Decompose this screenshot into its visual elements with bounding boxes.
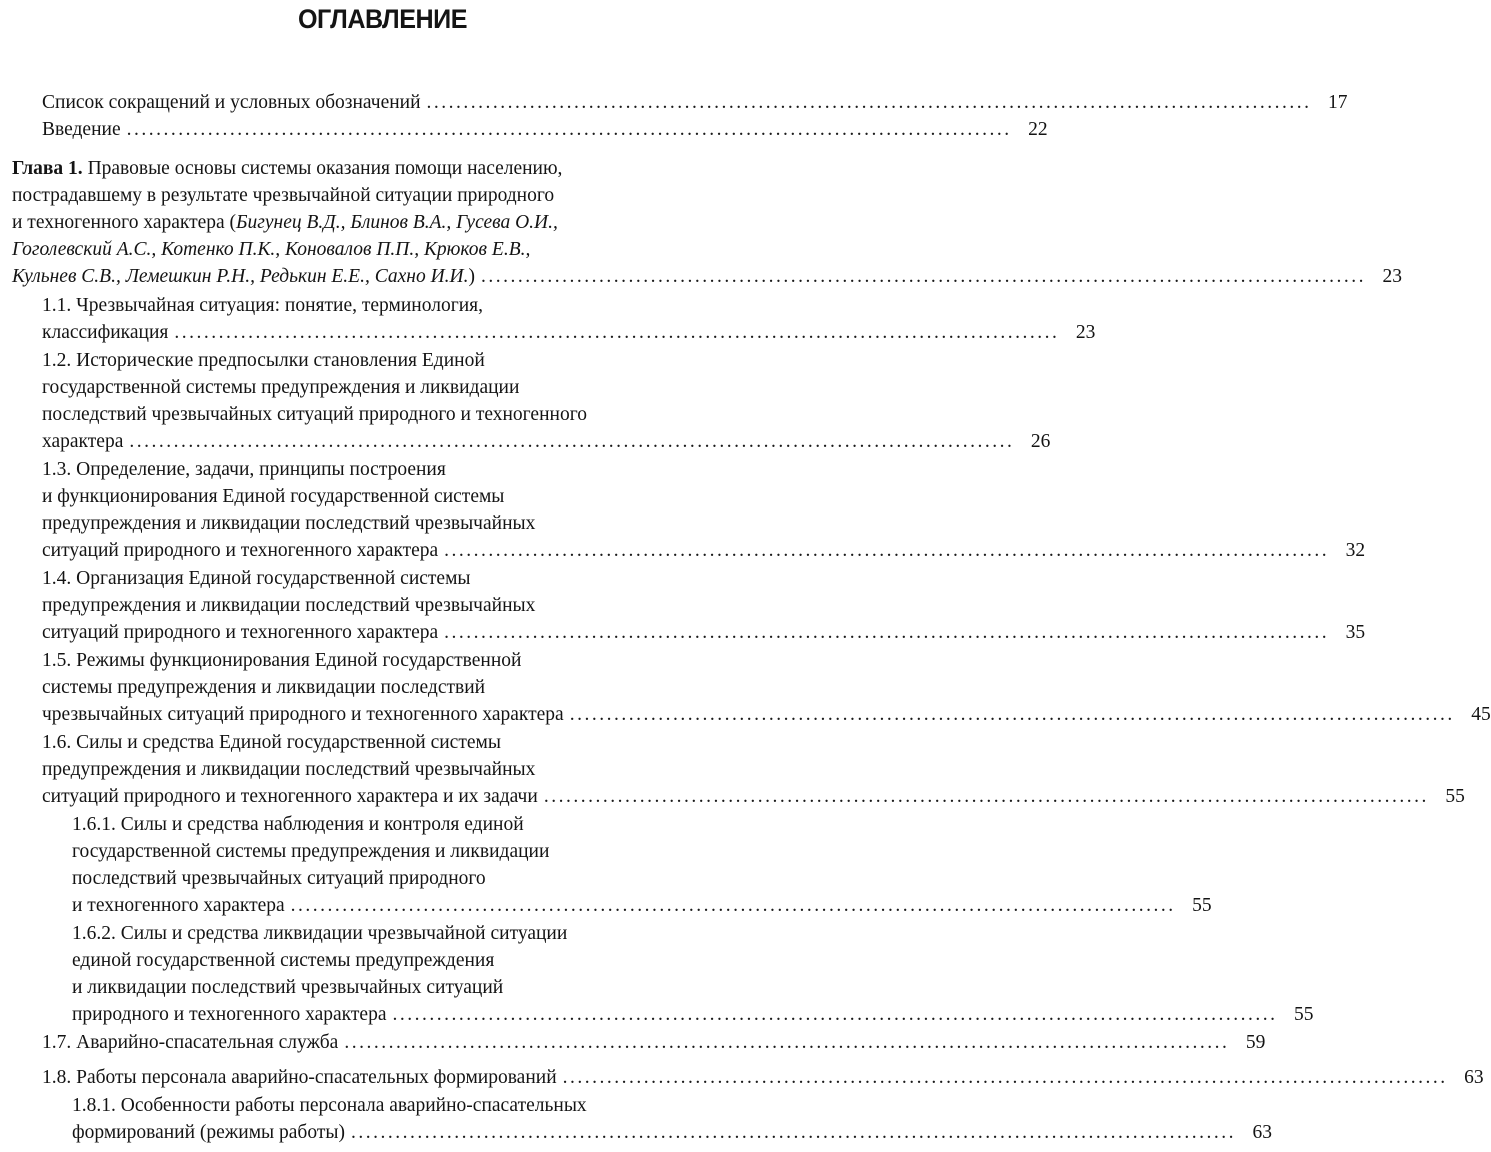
- page-title: ОГЛАВЛЕНИЕ: [297, 4, 468, 34]
- toc-entry-1-7[interactable]: [42, 1029, 1266, 1056]
- toc-entry-1-5[interactable]: [42, 647, 1491, 728]
- toc-line: [42, 319, 1096, 346]
- toc-entry-title: и техногенного характера (: [12, 212, 237, 233]
- toc-line: [72, 1119, 1272, 1146]
- authors: Кульнев С.В., Лемешкин Р.Н., Редькин Е.Е., Сахно И.И.: [12, 266, 469, 287]
- dot-leader: ........................................................................................................................: [392, 1004, 1278, 1025]
- toc-line: [42, 619, 1366, 646]
- chapter-label: Глава 1.: [12, 158, 83, 179]
- toc-line: [42, 428, 1051, 455]
- toc-entry-title: предупреждения и ликвидации последствий чрезвычайных: [42, 595, 536, 616]
- dot-leader: ........................................................................................................................: [426, 92, 1312, 113]
- page-number: 35: [1345, 622, 1366, 643]
- toc-line: [12, 209, 756, 236]
- toc-line: [42, 89, 1348, 116]
- toc-entry-title: 1.2. Исторические предпосылки становления Единой: [42, 350, 485, 371]
- dot-leader: ........................................................................................................................: [444, 622, 1330, 643]
- toc-entry-title: природного и техногенного характера: [72, 1004, 387, 1025]
- toc-entry-title: 1.6.2. Силы и средства ликвидации чрезвычайной ситуации: [72, 923, 568, 944]
- toc-line: [72, 838, 756, 865]
- page-number: 63: [1464, 1067, 1484, 1088]
- toc-line: [42, 1029, 1266, 1056]
- toc-entry-1-6-2[interactable]: [72, 920, 1314, 1028]
- toc-entry-title: 1.7. Аварийно-спасательная служба: [42, 1032, 339, 1053]
- closing-paren: ): [468, 266, 475, 287]
- toc-entry-title: ситуаций природного и техногенного характера и их задачи: [42, 786, 538, 807]
- toc-line: [42, 537, 1366, 564]
- toc-entry-title: ситуаций природного и техногенного характера: [42, 622, 439, 643]
- toc-entry-title: единой государственной системы предупреждения: [72, 950, 495, 971]
- toc-entry-title: и техногенного характера: [72, 895, 285, 916]
- dot-leader: ........................................................................................................................: [126, 119, 1012, 140]
- toc-entry-chapter-1[interactable]: [12, 155, 1402, 290]
- toc-entry-title: 1.5. Режимы функционирования Единой государственной: [42, 650, 522, 671]
- toc-line: [72, 920, 756, 947]
- toc-entry-title: формирований (режимы работы): [72, 1122, 345, 1143]
- toc-entry-1-8[interactable]: [42, 1064, 1484, 1091]
- toc-line: [12, 263, 1402, 290]
- toc-entry-title: Введение: [42, 119, 121, 140]
- toc-entry-title: 1.8.1. Особенности работы персонала аварийно-спасательных: [72, 1095, 587, 1116]
- toc-entry-title: характера: [42, 431, 124, 452]
- toc-entry-title: системы предупреждения и ликвидации последствий: [42, 677, 486, 698]
- toc-line: [42, 592, 756, 619]
- toc-line: [42, 701, 1491, 728]
- dot-leader: ........................................................................................................................: [543, 786, 1429, 807]
- dot-leader: ........................................................................................................................: [350, 1122, 1236, 1143]
- toc-line: [42, 347, 756, 374]
- toc-entry-1-4[interactable]: [42, 565, 1366, 646]
- page-number: 32: [1345, 540, 1366, 561]
- toc-entry-title: предупреждения и ликвидации последствий чрезвычайных: [42, 759, 536, 780]
- dot-leader: ........................................................................................................................: [569, 704, 1455, 725]
- toc-entry-title: последствий чрезвычайных ситуаций природного: [72, 868, 486, 889]
- page-number: 55: [1445, 786, 1465, 807]
- page-number: 55: [1192, 895, 1212, 916]
- toc-entry-title: и функционирования Единой государственной системы: [42, 486, 505, 507]
- toc-line: [42, 565, 756, 592]
- toc-line: [42, 756, 756, 783]
- page-number: 22: [1028, 119, 1048, 140]
- page-number: 63: [1252, 1122, 1272, 1143]
- toc-line: [42, 116, 1048, 143]
- toc-line: [12, 155, 756, 182]
- toc-entry-title: чрезвычайных ситуаций природного и техногенного характера: [42, 704, 564, 725]
- dot-leader: ........................................................................................................................: [174, 322, 1060, 343]
- toc-entry-1-3[interactable]: [42, 456, 1366, 564]
- toc-entry-title: Список сокращений и условных обозначений: [42, 92, 421, 113]
- toc-entry-title: 1.6. Силы и средства Единой государственной системы: [42, 732, 501, 753]
- toc-line: [72, 974, 756, 1001]
- toc-line: [72, 892, 1212, 919]
- authors: Гоголевский А.С., Котенко П.К., Коновалов П.П., Крюков Е.В.,: [12, 239, 531, 260]
- toc-entry-1-1[interactable]: [42, 292, 1096, 346]
- toc-line: [72, 1001, 1314, 1028]
- toc-entry-title: [12, 263, 475, 290]
- toc-entry-title: ситуаций природного и техногенного характера: [42, 540, 439, 561]
- toc-entry-title: 1.6.1. Силы и средства наблюдения и контроля единой: [72, 814, 524, 835]
- toc-entry-introduction[interactable]: [42, 116, 1048, 143]
- toc-entry-title: 1.4. Организация Единой государственной системы: [42, 568, 471, 589]
- toc-line: [42, 292, 756, 319]
- toc-line: [42, 729, 756, 756]
- toc-entry-1-6-1[interactable]: [72, 811, 1212, 919]
- page-number: 23: [1382, 266, 1402, 287]
- page-number: 59: [1245, 1032, 1266, 1053]
- toc-entry-title: 1.1. Чрезвычайная ситуация: понятие, терминология,: [42, 295, 483, 316]
- toc-line: [42, 674, 756, 701]
- toc-line: [72, 1092, 756, 1119]
- toc-line: [42, 456, 756, 483]
- dot-leader: ........................................................................................................................: [480, 266, 1366, 287]
- toc-line: [12, 236, 756, 263]
- page-number: 26: [1030, 431, 1051, 452]
- toc-line: [72, 811, 756, 838]
- toc-entry-title: и ликвидации последствий чрезвычайных ситуаций: [72, 977, 504, 998]
- toc-line: [72, 947, 756, 974]
- toc-entry-title: Правовые основы системы оказания помощи населению,: [87, 158, 563, 179]
- toc-line: [42, 1064, 1484, 1091]
- toc-entry-1-8-1[interactable]: [72, 1092, 1272, 1146]
- page-number: 55: [1293, 1004, 1314, 1025]
- dot-leader: ........................................................................................................................: [562, 1067, 1448, 1088]
- toc-entry-title: государственной системы предупреждения и ликвидации: [42, 377, 520, 398]
- toc-line: [12, 182, 756, 209]
- toc-entry-title: классификация: [42, 322, 169, 343]
- toc-entry-1-2[interactable]: [42, 347, 1051, 455]
- authors: Бигунец В.Д., Блинов В.А., Гусева О.И.,: [236, 212, 558, 233]
- toc-entry-title: пострадавшему в результате чрезвычайной ситуации природного: [12, 185, 555, 206]
- toc-line: [42, 647, 756, 674]
- toc-line: [42, 510, 756, 537]
- toc-entry-title: 1.8. Работы персонала аварийно-спасательных формирований: [42, 1067, 557, 1088]
- toc-line: [72, 865, 756, 892]
- toc-entry-title: последствий чрезвычайных ситуаций природного и техногенного: [42, 404, 587, 425]
- toc-entry-1-6[interactable]: [42, 729, 1465, 810]
- dot-leader: ........................................................................................................................: [344, 1032, 1230, 1053]
- page-number: 17: [1328, 92, 1348, 113]
- page-number: 23: [1075, 322, 1096, 343]
- toc-entry-title: государственной системы предупреждения и ликвидации: [72, 841, 550, 862]
- toc-entry-abbreviations[interactable]: [42, 89, 1348, 116]
- toc-line: [42, 401, 756, 428]
- toc-line: [42, 483, 756, 510]
- toc-line: [42, 783, 1465, 810]
- toc-line: [42, 374, 756, 401]
- toc-entry-title: предупреждения и ликвидации последствий чрезвычайных: [42, 513, 536, 534]
- page-number: 45: [1471, 704, 1491, 725]
- dot-leader: ........................................................................................................................: [129, 431, 1015, 452]
- dot-leader: ........................................................................................................................: [444, 540, 1330, 561]
- toc-entry-title: 1.3. Определение, задачи, принципы построения: [42, 459, 446, 480]
- dot-leader: ........................................................................................................................: [290, 895, 1176, 916]
